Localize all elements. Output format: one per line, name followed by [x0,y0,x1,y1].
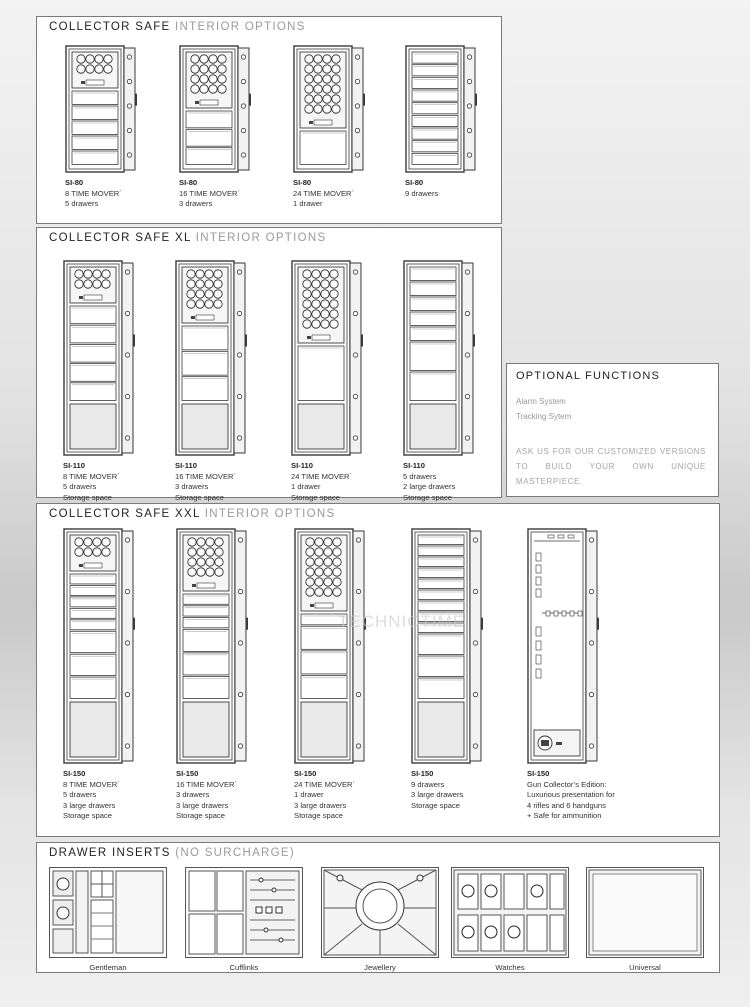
insert-label-universal: Universal [629,963,661,972]
safe-spec-line: 3 large drawers [411,790,464,799]
safe-spec-line: 4 rifles and 6 handguns [527,800,606,810]
safe-caption [65,178,122,210]
safe-illustration [65,45,137,178]
safe-spec-line: 5 drawers [63,790,97,799]
insert-label-cufflinks: Cufflinks [229,963,259,972]
insert-watches-illustration [451,867,569,958]
safe-spec-line: 8 TIME MOVER´ [65,188,122,198]
safe-spec-line: 24 TIME MOVER´ [294,779,356,789]
safe-spec-line: 1 drawer [294,790,324,799]
safe-illustration [293,45,365,178]
safe-spec-line: Storage space [411,800,460,810]
safe-model: SI-150 [63,769,86,778]
safe-spec-line: 3 drawers [179,199,213,208]
section-title: COLLECTOR SAFE XXL INTERIOR OPTIONS [49,508,336,520]
safe-spec-line: 9 drawers [411,779,445,789]
insert-cufflinks-illustration [185,867,303,958]
safe-spec-line: 3 large drawers [63,800,116,810]
safe-caption [411,769,463,811]
section-title: DRAWER INSERTS (NO SURCHARGE) [49,847,296,859]
safe-spec-line: 3 large drawers [176,800,229,810]
insert-jewellery-illustration [321,867,439,958]
safe-illustration [63,260,135,461]
safe-spec-line: 1 drawer [291,482,321,491]
safe-caption [291,461,352,503]
safe-model: SI-80 [405,178,424,187]
safe-illustration [411,528,483,769]
collector-safe-xxl-panel [36,503,720,837]
drawer-inserts-panel [36,842,720,973]
option-alarm-system: Alarm System [516,397,566,406]
safe-caption [63,769,120,822]
safe-spec-line: 3 drawers [176,790,210,799]
safe-spec-line: 1 drawer [293,199,323,208]
safe-model: SI-150 [411,769,434,778]
safe-model: SI-110 [291,461,313,470]
safe-illustration [63,528,135,769]
safe-spec-line: 9 drawers [405,188,439,198]
safe-model: SI-150 [294,769,317,778]
safe-model: SI-80 [293,178,312,187]
safe-caption [63,461,120,503]
section-title: COLLECTOR SAFE XL INTERIOR OPTIONS [49,232,327,244]
safe-caption [294,769,355,822]
safe-model: SI-110 [63,461,85,470]
customize-note: ASK US FOR OUR CUSTOMIZED VERSIONS TO BUILD YOUR OWN UNIQUE MASTERPIECE. [516,447,706,486]
optional-functions-title: OPTIONAL FUNCTIONS [516,370,661,382]
safe-illustration [403,260,475,461]
safe-illustration [294,528,366,769]
insert-label-jewellery: Jewellery [364,963,396,972]
safe-spec-line: Storage space [294,811,343,820]
safe-spec-line: 16 TIME MOVER´ [176,779,238,789]
safe-spec-line: 24 TIME MOVER´ [293,188,355,198]
safe-spec-line: 3 large drawers [294,800,347,810]
safe-caption [527,769,615,822]
safe-spec-line: Storage space [63,811,112,820]
safe-model: SI-150 [527,769,550,778]
safe-spec-line: Luxurious presentation for [527,790,615,799]
insert-gentleman-illustration [49,867,167,958]
safe-model: SI-80 [179,178,198,187]
safe-spec-line: 8 TIME MOVER´ [63,471,120,481]
safe-spec-line: 16 TIME MOVER´ [179,188,241,198]
insert-label-watches: Watches [495,963,525,972]
safe-model: SI-110 [403,461,425,470]
option-tracking-system: Tracking Sytem [516,412,572,421]
safe-spec-line: 2 large drawers [403,482,456,491]
safe-illustration [175,260,247,461]
optional-functions-panel [506,363,719,497]
safe-caption [176,769,237,822]
safe-caption [179,178,240,210]
safe-model: SI-150 [176,769,199,778]
safe-model: SI-110 [175,461,197,470]
safe-illustration [527,528,599,769]
insert-label-gentleman: Gentleman [89,963,127,972]
safe-spec-line: 5 drawers [65,199,99,208]
safe-spec-line: Storage space [403,492,452,502]
safe-illustration [179,45,251,178]
safe-spec-line: 16 TIME MOVER´ [175,471,237,481]
safe-caption [405,178,438,199]
collector-safe-panel [36,16,502,224]
safe-spec-line: 8 TIME MOVER´ [63,779,120,789]
safe-spec-line: 5 drawers [63,482,97,491]
safe-illustration [176,528,248,769]
safe-spec-line: Storage space [291,492,340,502]
safe-spec-line: 3 drawers [175,482,209,491]
safe-spec-line: Storage space [63,492,112,502]
safe-model: SI-80 [65,178,84,187]
safe-caption [175,461,236,503]
safe-spec-line: Gun Collector’s Edition: [527,779,607,789]
safe-spec-line: + Safe for ammunition [527,811,602,820]
safe-spec-line: Storage space [175,492,224,502]
section-title: COLLECTOR SAFE INTERIOR OPTIONS [49,21,306,33]
safe-caption [293,178,354,210]
safe-spec-line: Storage space [176,811,225,820]
safe-illustration [291,260,363,461]
safe-illustration [405,45,477,178]
insert-universal-illustration [586,867,704,958]
safe-spec-line: 5 drawers [403,471,437,481]
safe-caption [403,461,455,503]
safe-spec-line: 24 TIME MOVER´ [291,471,353,481]
collector-safe-xl-panel [36,227,502,502]
technictime-watermark: TECHNICTIME [338,612,466,631]
